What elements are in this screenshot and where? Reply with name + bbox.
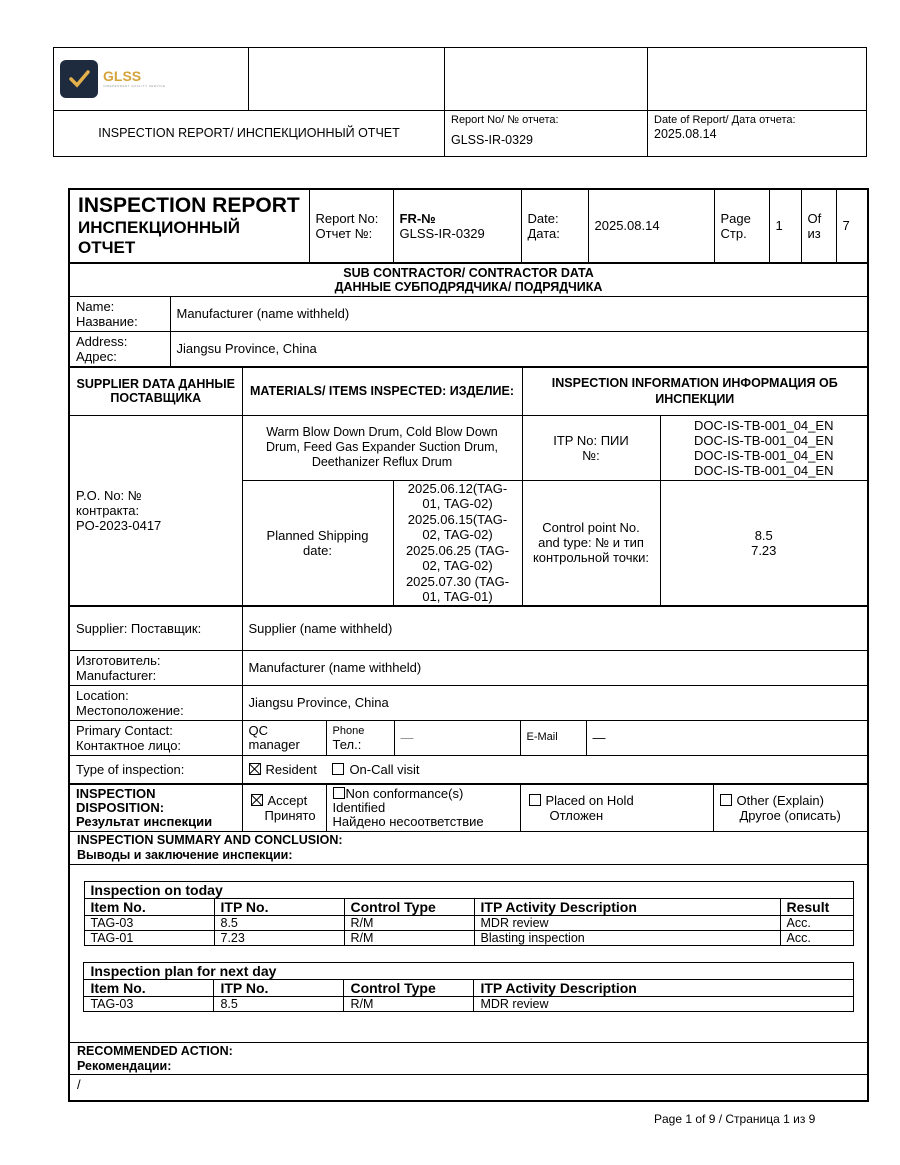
summary-label: INSPECTION SUMMARY AND CONCLUSION: (77, 832, 343, 847)
cell-control-type: R/M (344, 915, 474, 930)
cell-description: MDR review (474, 996, 853, 1011)
check-badge-icon (60, 60, 98, 98)
po-label: P.O. No: № контракта: (76, 487, 142, 518)
inspection-form (68, 188, 869, 1102)
empty-cell (249, 48, 445, 111)
phone-value: — (394, 720, 520, 755)
column-header: Control Type (344, 979, 474, 996)
location-label: Location: Местоположение: (70, 685, 242, 720)
summary-section (70, 832, 867, 1043)
cell-result: Acc. (780, 930, 853, 945)
form-title-en: INSPECTION REPORT (78, 193, 300, 217)
hold-checkbox[interactable] (529, 794, 541, 806)
supplier-label: Supplier: Поставщик: (70, 606, 242, 650)
report-no-prefix: FR-№ (399, 210, 436, 226)
form-title-table (70, 190, 867, 263)
shipping-date: 2025.07.30 (TAG-01, TAG-01) (405, 573, 510, 604)
accept-checkbox[interactable] (251, 794, 263, 806)
cell-description: MDR review (474, 915, 780, 930)
resident-checkbox[interactable] (249, 763, 261, 775)
cell-itp-no: 8.5 (214, 915, 344, 930)
items-inspected: Warm Blow Down Drum, Cold Blow Down Drum, Feed Gas Expander Suction Drum, Deethanizer Reflux Drum (242, 415, 522, 480)
page-footer: Page 1 of 9 / Страница 1 из 9 (654, 1112, 816, 1126)
manufacturer-label: Изготовитель: Manufacturer: (70, 650, 242, 685)
cell-item-no: TAG-03 (84, 915, 214, 930)
disposition-table (70, 784, 867, 832)
nc-label: Non conformance(s) Identified (332, 785, 464, 815)
empty-cell (445, 48, 648, 111)
accept-label: Accept (267, 792, 308, 808)
contact-label: Primary Contact: Контактное лицо: (70, 720, 242, 755)
cell-result: Acc. (780, 915, 853, 930)
table-row (84, 930, 853, 945)
sub-contractor-heading: SUB CONTRACTOR/ CONTRACTOR DATA (343, 265, 594, 280)
shipping-date: 2025.06.15(TAG-02, TAG-02) (407, 511, 508, 542)
sub-contractor-heading-ru: ДАННЫЕ СУБПОДРЯДЧИКА/ ПОДРЯДЧИКА (334, 279, 603, 294)
control-points (660, 480, 867, 605)
column-header: ITP Activity Description (474, 898, 780, 915)
other-checkbox[interactable] (720, 794, 732, 806)
email-value: — (586, 720, 867, 755)
report-no-label: Report No: Отчет №: (309, 190, 393, 262)
itp-number: DOC-IS-TB-001_04_EN (694, 417, 834, 433)
table-row (84, 915, 853, 930)
recommended-label-ru: Рекомендации: (77, 1058, 172, 1073)
column-header: ITP No. (214, 979, 344, 996)
report-no: GLSS-IR-0329 (399, 225, 485, 241)
header-report-no: GLSS-IR-0329 (451, 133, 533, 147)
itp-number: DOC-IS-TB-001_04_EN (694, 462, 834, 478)
control-point-label: Control point No. and type: № и тип контрольной точки: (522, 480, 660, 605)
shipping-dates (393, 480, 522, 605)
contact-value: QC manager (242, 720, 326, 755)
disposition-label: INSPECTION DISPOSITION: (76, 785, 165, 815)
name-value: Manufacturer (name withheld) (170, 296, 867, 331)
column-header: ITP No. (214, 898, 344, 915)
table-row (84, 996, 853, 1011)
header-date: 2025.08.14 (654, 127, 717, 141)
empty-cell (648, 48, 867, 111)
location-value: Jiangsu Province, China (242, 685, 867, 720)
po-value: PO-2023-0417 (76, 517, 162, 533)
oncall-label: On-Call visit (349, 761, 420, 777)
itp-number: DOC-IS-TB-001_04_EN (694, 432, 834, 448)
nc-checkbox[interactable] (333, 787, 345, 799)
inspection-today-title: Inspection on today (84, 881, 853, 898)
logo (60, 60, 248, 98)
next-day-plan-table (83, 962, 853, 1012)
header-date-label: Date of Report/ Дата отчета: (654, 114, 796, 126)
disposition-label-ru: Результат инспекции (76, 813, 213, 829)
logo-subtext: INDEPENDENT QUALITY SERVICE (103, 84, 166, 88)
hold-label: Placed on Hold (545, 792, 634, 808)
address-label: Address: Адрес: (70, 331, 170, 366)
type-label: Type of inspection: (70, 755, 242, 783)
cell-control-type: R/M (344, 930, 474, 945)
nc-label-ru: Найдено несоответствие (332, 813, 484, 829)
column-header: Item No. (84, 979, 214, 996)
itp-number: DOC-IS-TB-001_04_EN (694, 447, 834, 463)
manufacturer-value: Manufacturer (name withheld) (242, 650, 867, 685)
sub-contractor-table (70, 263, 867, 367)
recommended-label: RECOMMENDED ACTION: (77, 1043, 233, 1058)
other-label-ru: Другое (описать) (739, 807, 841, 823)
inspection-today-table (84, 881, 854, 946)
cell-item-no: TAG-01 (84, 930, 214, 945)
accept-label-ru: Принято (264, 807, 316, 823)
control-point: 8.5 (754, 527, 773, 543)
page-label: Page Стр. (714, 190, 769, 262)
supplier-value: Supplier (name withheld) (242, 606, 867, 650)
email-label: E-Mail (520, 720, 586, 755)
inspection-info-heading: INSPECTION INFORMATION ИНФОРМАЦИЯ ОБ ИНСПЕКЦИИ (522, 367, 867, 415)
column-header: Item No. (84, 898, 214, 915)
next-day-title: Inspection plan for next day (84, 962, 853, 979)
address-value: Jiangsu Province, China (170, 331, 867, 366)
header-title: INSPECTION REPORT/ ИНСПЕКЦИОННЫЙ ОТЧЕТ (54, 111, 445, 157)
supplier-data-table (70, 367, 867, 606)
date-value: 2025.08.14 (588, 190, 714, 262)
cell-itp-no: 7.23 (214, 930, 344, 945)
of-value: 7 (836, 190, 867, 262)
shipping-date: 2025.06.25 (TAG-02, TAG-02) (405, 542, 510, 573)
shipping-date: 2025.06.12(TAG-01, TAG-02) (407, 480, 508, 511)
summary-label-ru: Выводы и заключение инспекции: (77, 847, 293, 862)
name-label: Name: Название: (70, 296, 170, 331)
column-header: Control Type (344, 898, 474, 915)
parties-table (70, 606, 867, 784)
column-header: ITP Activity Description (474, 979, 853, 996)
logo-cell (54, 48, 249, 111)
header-table (53, 47, 867, 157)
cell-control-type: R/M (344, 996, 474, 1011)
column-header: Result (780, 898, 853, 915)
shipping-label: Planned Shipping date: (242, 480, 393, 605)
recommended-value: / (77, 1076, 81, 1092)
cell-itp-no: 8.5 (214, 996, 344, 1011)
date-label: Date: Дата: (521, 190, 588, 262)
page-value: 1 (769, 190, 801, 262)
logo-text: GLSS (103, 68, 142, 84)
of-label: Of из (801, 190, 836, 262)
phone-label-ru: Тел.: (332, 736, 362, 752)
cell-item-no: TAG-03 (84, 996, 214, 1011)
itp-label: ITP No: ПИИ №: (522, 415, 660, 480)
itp-numbers (660, 415, 867, 480)
cell-description: Blasting inspection (474, 930, 780, 945)
resident-label: Resident (265, 761, 317, 777)
materials-heading: MATERIALS/ ITEMS INSPECTED: ИЗДЕЛИЕ: (242, 367, 522, 415)
form-title-ru: ИНСПЕКЦИОННЫЙ ОТЧЕТ (78, 217, 240, 257)
hold-label-ru: Отложен (549, 807, 604, 823)
control-point: 7.23 (751, 542, 777, 558)
supplier-data-heading: SUPPLIER DATA ДАННЫЕ ПОСТАВЩИКА (70, 367, 242, 415)
phone-label: Phone (332, 724, 365, 737)
other-label: Other (Explain) (736, 792, 824, 808)
oncall-checkbox[interactable] (332, 763, 344, 775)
header-report-no-label: Report No/ № отчета: (451, 114, 559, 126)
